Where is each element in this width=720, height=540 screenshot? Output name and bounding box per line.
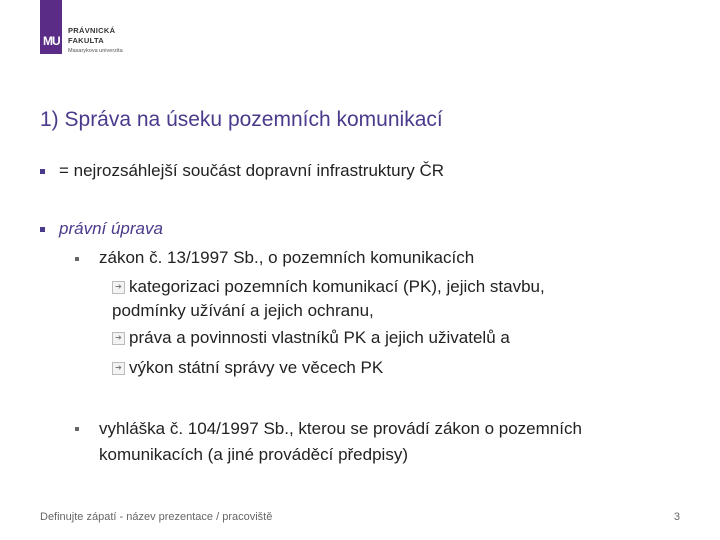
sub-bullet-act: [75, 248, 474, 268]
bullet-definition-text: = nejrozsáhlejší součást dopravní infrastruktury ČR: [59, 161, 445, 180]
page-number: 3: [673, 511, 680, 523]
sub-bullet-marker: [75, 427, 79, 431]
sub-bullet-decree-line1: vyhláška č. 104/1997 Sb., kterou se provádí zákon o pozemních: [99, 419, 582, 438]
list-item-text: podmínky užívání a jejich ochranu,: [112, 301, 374, 320]
bullet-marker: [40, 227, 45, 232]
bullet-definition: [40, 161, 444, 181]
bullet-marker: [40, 169, 45, 174]
faculty-logo: [40, 0, 123, 56]
arrow-bullet-icon: ➔: [112, 362, 125, 375]
sub-bullet-marker: [75, 257, 79, 261]
list-item-text: kategorizaci pozemních komunikací (PK), jejich stavbu,: [129, 277, 545, 296]
logo-line1: PRÁVNICKÁ: [68, 26, 116, 35]
slide-title: 1) Správa na úseku pozemních komunikací: [40, 108, 443, 131]
arrow-bullet-icon: ➔: [112, 281, 125, 294]
list-item: [112, 326, 510, 350]
list-item: [112, 356, 383, 380]
bullet-legal-framework: [40, 219, 163, 239]
list-item-text: práva a povinnosti vlastníků PK a jejich uživatelů a: [129, 328, 510, 347]
list-item-continuation: [112, 299, 374, 323]
list-item-text: výkon státní správy ve věcech PK: [129, 358, 384, 377]
logo-line3: Masarykova univerzita: [68, 48, 123, 54]
logo-text: [68, 26, 123, 56]
bullet-legal-framework-text: právní úprava: [59, 219, 163, 238]
logo-glyph: MU: [43, 34, 60, 48]
logo-line2: FAKULTA: [68, 36, 104, 45]
sub-bullet-act-text: zákon č. 13/1997 Sb., o pozemních komunikacích: [99, 248, 475, 267]
footer-text: Definujte zápatí - název prezentace / pracoviště: [40, 511, 273, 523]
sub-bullet-decree: [75, 416, 582, 468]
logo-mark: [40, 0, 62, 54]
sub-bullet-decree-line2: komunikacích (a jiné prováděcí předpisy): [99, 445, 408, 464]
arrow-bullet-icon: ➔: [112, 332, 125, 345]
list-item: [112, 275, 545, 299]
